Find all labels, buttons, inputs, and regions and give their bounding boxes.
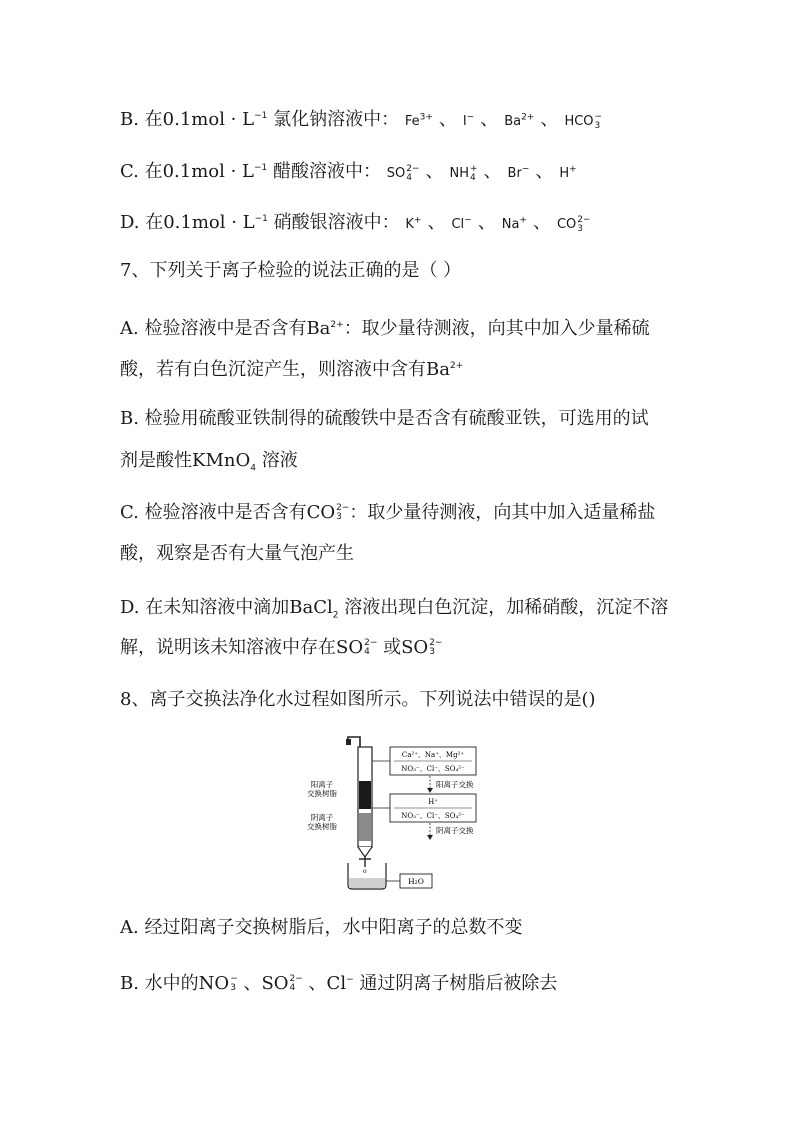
cation-resin-label-2: 交换树脂 xyxy=(307,789,337,798)
cation-resin-label-1: 阳离子 xyxy=(310,780,334,789)
unit-exponent: −1 xyxy=(253,163,268,173)
input-cations: Ca²⁺、Na⁺、Mg²⁺ xyxy=(401,751,465,759)
question-8: 8、离子交换法净化水过程如图所示。下列说法中错误的是() xyxy=(120,689,596,710)
ion-hco3: HCO − 3 xyxy=(564,111,603,131)
q8-option-b: B. 水中的NO − 3 、SO 2− 4 、Cl− 通过阴离子树脂后被除去 xyxy=(120,973,558,994)
unit-exponent: −1 xyxy=(254,111,268,121)
ion-so4: SO 2− 4 xyxy=(386,163,420,183)
ion-br: Br− xyxy=(507,164,530,181)
output-water: H₂O xyxy=(408,877,424,886)
cation-resin xyxy=(359,781,371,809)
unit-exponent: −1 xyxy=(254,214,268,224)
ion-exchange-diagram xyxy=(290,733,510,891)
ion-i: I− xyxy=(462,112,475,129)
ion-h: H+ xyxy=(559,164,577,181)
cation-exchange-label: 阳离子交换 xyxy=(436,780,474,789)
option-c-solution: 醋酸溶液中： xyxy=(267,161,381,182)
input-anions: NO₃⁻、Cl⁻、SO₄²⁻ xyxy=(401,765,465,773)
q7-option-a-line2: 酸，若有白色沉淀产生，则溶液中含有$Ba^{2+}$ xyxy=(120,359,464,380)
question-7: 7、下列关于离子检验的说法正确的是（ ） xyxy=(120,260,462,281)
ion-k: K+ xyxy=(405,215,422,232)
ion-ba: $Ba^{2+}$ xyxy=(504,112,535,129)
anion-resin xyxy=(359,813,371,841)
option-d-solution: 硝酸银溶液中： xyxy=(267,212,400,233)
anion-resin-label-1: 阴离子 xyxy=(310,813,334,822)
q8-option-a: A. 经过阳离子交换树脂后，水中阳离子的总数不变 xyxy=(120,917,523,938)
q7-option-d-line2: 解，说明该未知溶液中存在SO 2− 4 或SO 2− 3 xyxy=(120,637,443,658)
q7-option-a-line1: A. 检验溶液中是否含有$Ba^{2+}$：取少量待测液，向其中加入少量稀硫 xyxy=(120,318,650,339)
svg-text:o: o xyxy=(363,868,367,875)
anion-exchange-label: 阴离子交换 xyxy=(436,826,474,835)
ion-fe: $Fe^{3+}$ xyxy=(404,112,433,129)
ion-cl: Cl− xyxy=(451,215,472,232)
option-c-line: C. 在$0.1mol \cdot L^{-1}$ 醋酸溶液中： SO 2− 4 、 NH + 4 、 Br− 、 H+ xyxy=(120,161,577,183)
anion-resin-label-2: 交换树脂 xyxy=(307,822,337,831)
q7-option-b-line1: B. 检验用硫酸亚铁制得的硫酸铁中是否含有硫酸亚铁，可选用的试 xyxy=(120,408,649,429)
option-c-lead: C. 在0.1mol · L xyxy=(120,161,254,182)
option-b-lead: B. 在0.1mol · L xyxy=(120,109,255,130)
ion-na: Na+ xyxy=(501,215,527,232)
intermediate-anions: NO₃⁻、Cl⁻、SO₄²⁻ xyxy=(401,812,465,820)
q7-option-d-line1: D. 在未知溶液中滴加BaCl$_2$ 溶液出现白色沉淀，加稀硝酸，沉淀不溶 xyxy=(120,597,669,621)
ion-nh4: NH + 4 xyxy=(449,163,478,183)
option-b-solution: 氯化钠溶液中： xyxy=(267,109,400,130)
q7-option-c-line1: C. 检验溶液中是否含有CO 2− 3 ：取少量待测液，向其中加入适量稀盐 xyxy=(120,502,656,523)
option-d-lead: D. 在0.1mol · L xyxy=(120,212,255,233)
ion-exchange-figure xyxy=(290,733,510,891)
option-d-line: D. 在$0.1mol \cdot L^{-1}$ 硝酸银溶液中： K+ 、 Cl− 、 Na+ 、 CO 2− 3 xyxy=(120,212,591,234)
option-b-line: B. 在$0.1mol \cdot L^{-1}$ 氯化钠溶液中： $Fe^{3+}$ 、 I− 、 $Ba^{2+}$ 、 HCO − 3 xyxy=(120,109,603,131)
ion-co3: CO 2− 3 xyxy=(556,214,591,234)
intermediate-cation: H⁺ xyxy=(428,798,438,806)
q7-option-c-line2: 酸，观察是否有大量气泡产生 xyxy=(120,543,354,564)
q7-option-b-line2: 剂是酸性KMnO$_4$ 溶液 xyxy=(120,450,298,474)
